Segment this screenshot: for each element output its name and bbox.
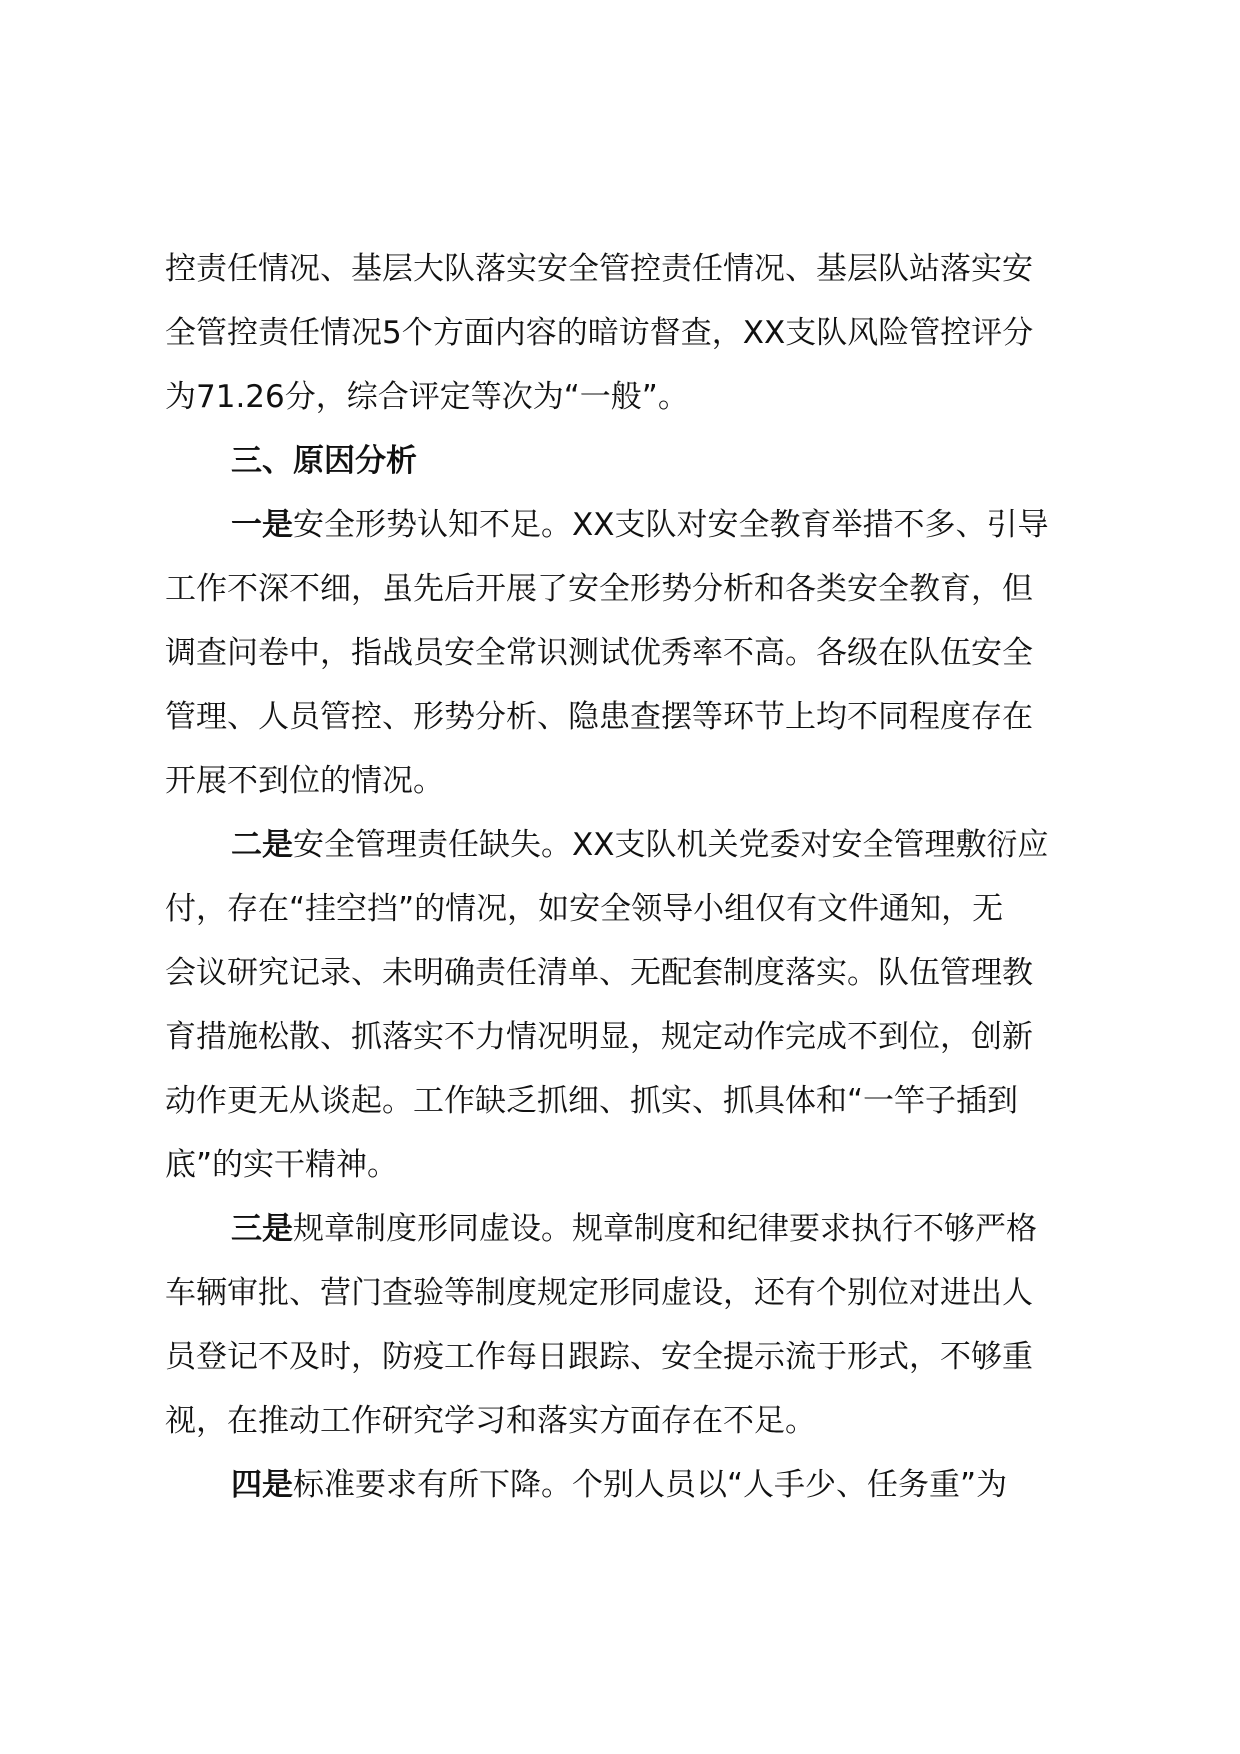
section-heading: 三、原因分析 <box>231 443 417 479</box>
paragraph-4-line-3: 员登记不及时，防疫工作每日跟踪、安全提示流于形式，不够重 <box>165 1339 1033 1375</box>
paragraph-4-line-1-text: 规章制度形同虚设。规章制度和纪律要求执行不够严格 <box>293 1211 1037 1247</box>
paragraph-3-lead: 二是 <box>231 827 293 863</box>
paragraph-4-lead: 三是 <box>231 1211 293 1247</box>
paragraph-1-line-3: 为71.26分，综合评定等次为“一般”。 <box>165 379 689 415</box>
paragraph-2-lead: 一是 <box>231 507 293 543</box>
paragraph-2-line-1-text: 安全形势认知不足。XX支队对安全教育举措不多、引导 <box>293 507 1049 543</box>
paragraph-5-line-1-text: 标准要求有所下降。个别人员以“人手少、任务重”为 <box>293 1467 1008 1503</box>
paragraph-3-line-2: 付，存在“挂空挡”的情况，如安全领导小组仅有文件通知，无 <box>165 891 1004 927</box>
paragraph-4-line-4: 视，在推动工作研究学习和落实方面存在不足。 <box>165 1403 816 1439</box>
paragraph-5-line-1 <box>165 1453 1100 1517</box>
paragraph-3-line-5: 动作更无从谈起。工作缺乏抓细、抓实、抓具体和“一竿子插到 <box>165 1083 1019 1119</box>
document-body <box>165 237 1100 1517</box>
paragraph-2-line-4: 管理、人员管控、形势分析、隐患查摆等环节上均不同程度存在 <box>165 699 1033 735</box>
paragraph-3-line-3: 会议研究记录、未明确责任清单、无配套制度落实。队伍管理教 <box>165 955 1033 991</box>
paragraph-3-line-1-text: 安全管理责任缺失。XX支队机关党委对安全管理敷衍应 <box>293 827 1049 863</box>
paragraph-2-line-1 <box>165 493 1100 557</box>
paragraph-3-line-1 <box>165 813 1100 877</box>
paragraph-5-lead: 四是 <box>231 1467 293 1503</box>
paragraph-1-line-1: 控责任情况、基层大队落实安全管控责任情况、基层队站落实安 <box>165 251 1033 287</box>
paragraph-2-line-5: 开展不到位的情况。 <box>165 763 444 799</box>
paragraph-3-line-4: 育措施松散、抓落实不力情况明显，规定动作完成不到位，创新 <box>165 1019 1033 1055</box>
paragraph-2-line-2: 工作不深不细，虽先后开展了安全形势分析和各类安全教育，但 <box>165 571 1033 607</box>
paragraph-4-line-2: 车辆审批、营门查验等制度规定形同虚设，还有个别位对进出人 <box>165 1275 1033 1311</box>
paragraph-2-line-3: 调查问卷中，指战员安全常识测试优秀率不高。各级在队伍安全 <box>165 635 1033 671</box>
paragraph-4-line-1 <box>165 1197 1100 1261</box>
paragraph-3-line-6: 底”的实干精神。 <box>165 1147 399 1183</box>
paragraph-1-line-2: 全管控责任情况5个方面内容的暗访督查，XX支队风险管控评分 <box>165 315 1034 351</box>
